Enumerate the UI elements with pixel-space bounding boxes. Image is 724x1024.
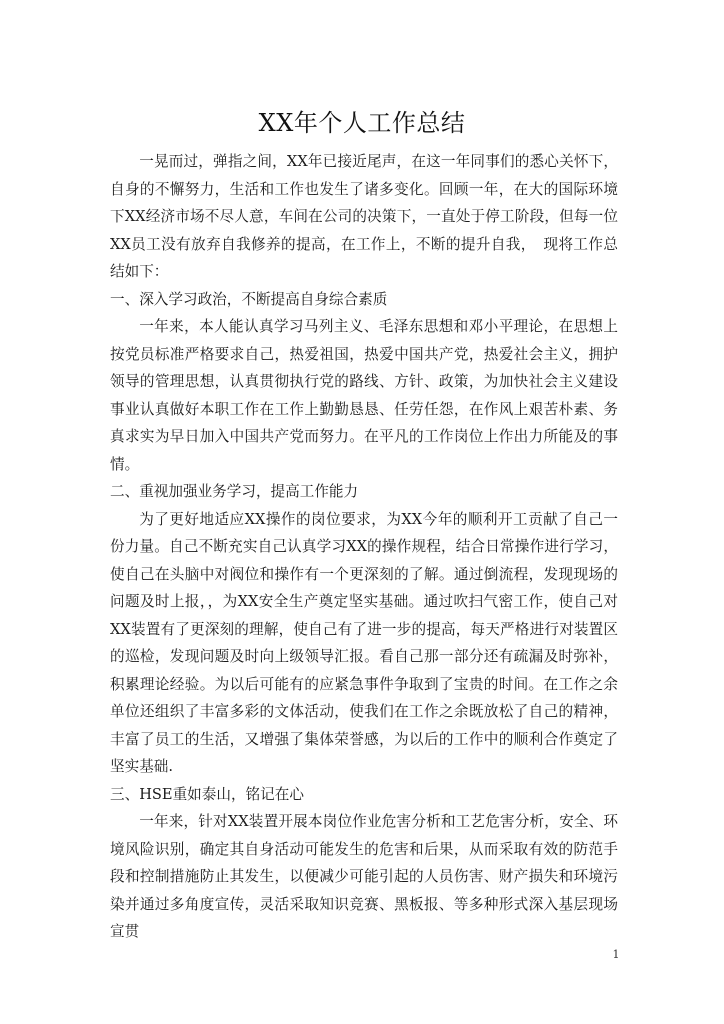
section-1-heading: 一、深入学习政治，不断提高自身综合素质 <box>110 290 388 308</box>
page-number: 1 <box>612 948 620 961</box>
section-3-paragraph: 一年来，针对XX装置开展本岗位作业危害分析和工艺危害分析，安全、环境风险识别，确定其自身活动可能发生的危害和后果，从而采取有效的防范手段和控制措施防止其发生，以便减少可能引起的人员伤害、财产损失和环境污染并通过多角度宣传，灵活采取知识竞赛、黑板报、等多种形式深入基层现场宣贯 <box>110 813 618 940</box>
document-title: XX年个人工作总结 <box>258 109 466 137</box>
intro-paragraph: 一晃而过，弹指之间，XX年已接近尾声，在这一年同事们的悉心关怀下，自身的不懈努力，生活和工作也发生了诸多变化。回顾一年，在大的国际环境下XX经济市场不尽人意，车间在公司的决策下，一直处于停工阶段，但每一位XX员工没有放弃自我修养的提高，在工作上，不断的提升自我， 现将工作总结如下： <box>110 153 618 280</box>
section-3-heading: 三、HSE重如泰山，铭记在心 <box>110 785 304 803</box>
section-2-heading: 二、重视加强业务学习，提高工作能力 <box>110 483 359 500</box>
section-2-paragraph: 为了更好地适应XX操作的岗位要求，为XX今年的顺利开工贡献了自己一份力量。自己不断充实自己认真学习XX的操作规程，结合日常操作进行学习，使自己在头脑中对阀位和操作有一个更深刻的了解。通过倒流程，发现现场的问题及时上报，，为XX安全生产奠定坚实基础。通过吹扫气密工作，使自己对XX装置有了更深刻的理解，使自己有了进一步的提高，每天严格进行对装置区的巡检，发现问题及时向上级领导汇报。看自己那一部分还有疏漏及时弥补，积累理论经验。为以后可能有的应紧急事件争取到了宝贵的时间。在工作之余单位还组织了丰富多彩的文体活动，使我们在工作之余既放松了自己的精神，丰富了员工的生活，又增强了集体荣誉感，为以后的工作中的顺利合作奠定了坚实基础. <box>110 510 618 775</box>
document-body <box>110 148 618 946</box>
section-1-paragraph: 一年来，本人能认真学习马列主义、毛泽东思想和邓小平理论，在思想上按党员标准严格要求自己，热爱祖国，热爱中国共产党，热爱社会主义，拥护领导的管理思想，认真贯彻执行党的路线、方针、政策，为加快社会主义建设事业认真做好本职工作在工作上勤勤恳恳、任劳任怨，在作风上艰苦朴素、务真求实为早日加入中国共产党而努力。在平凡的工作岗位上作出力所能及的事情。 <box>110 318 618 473</box>
